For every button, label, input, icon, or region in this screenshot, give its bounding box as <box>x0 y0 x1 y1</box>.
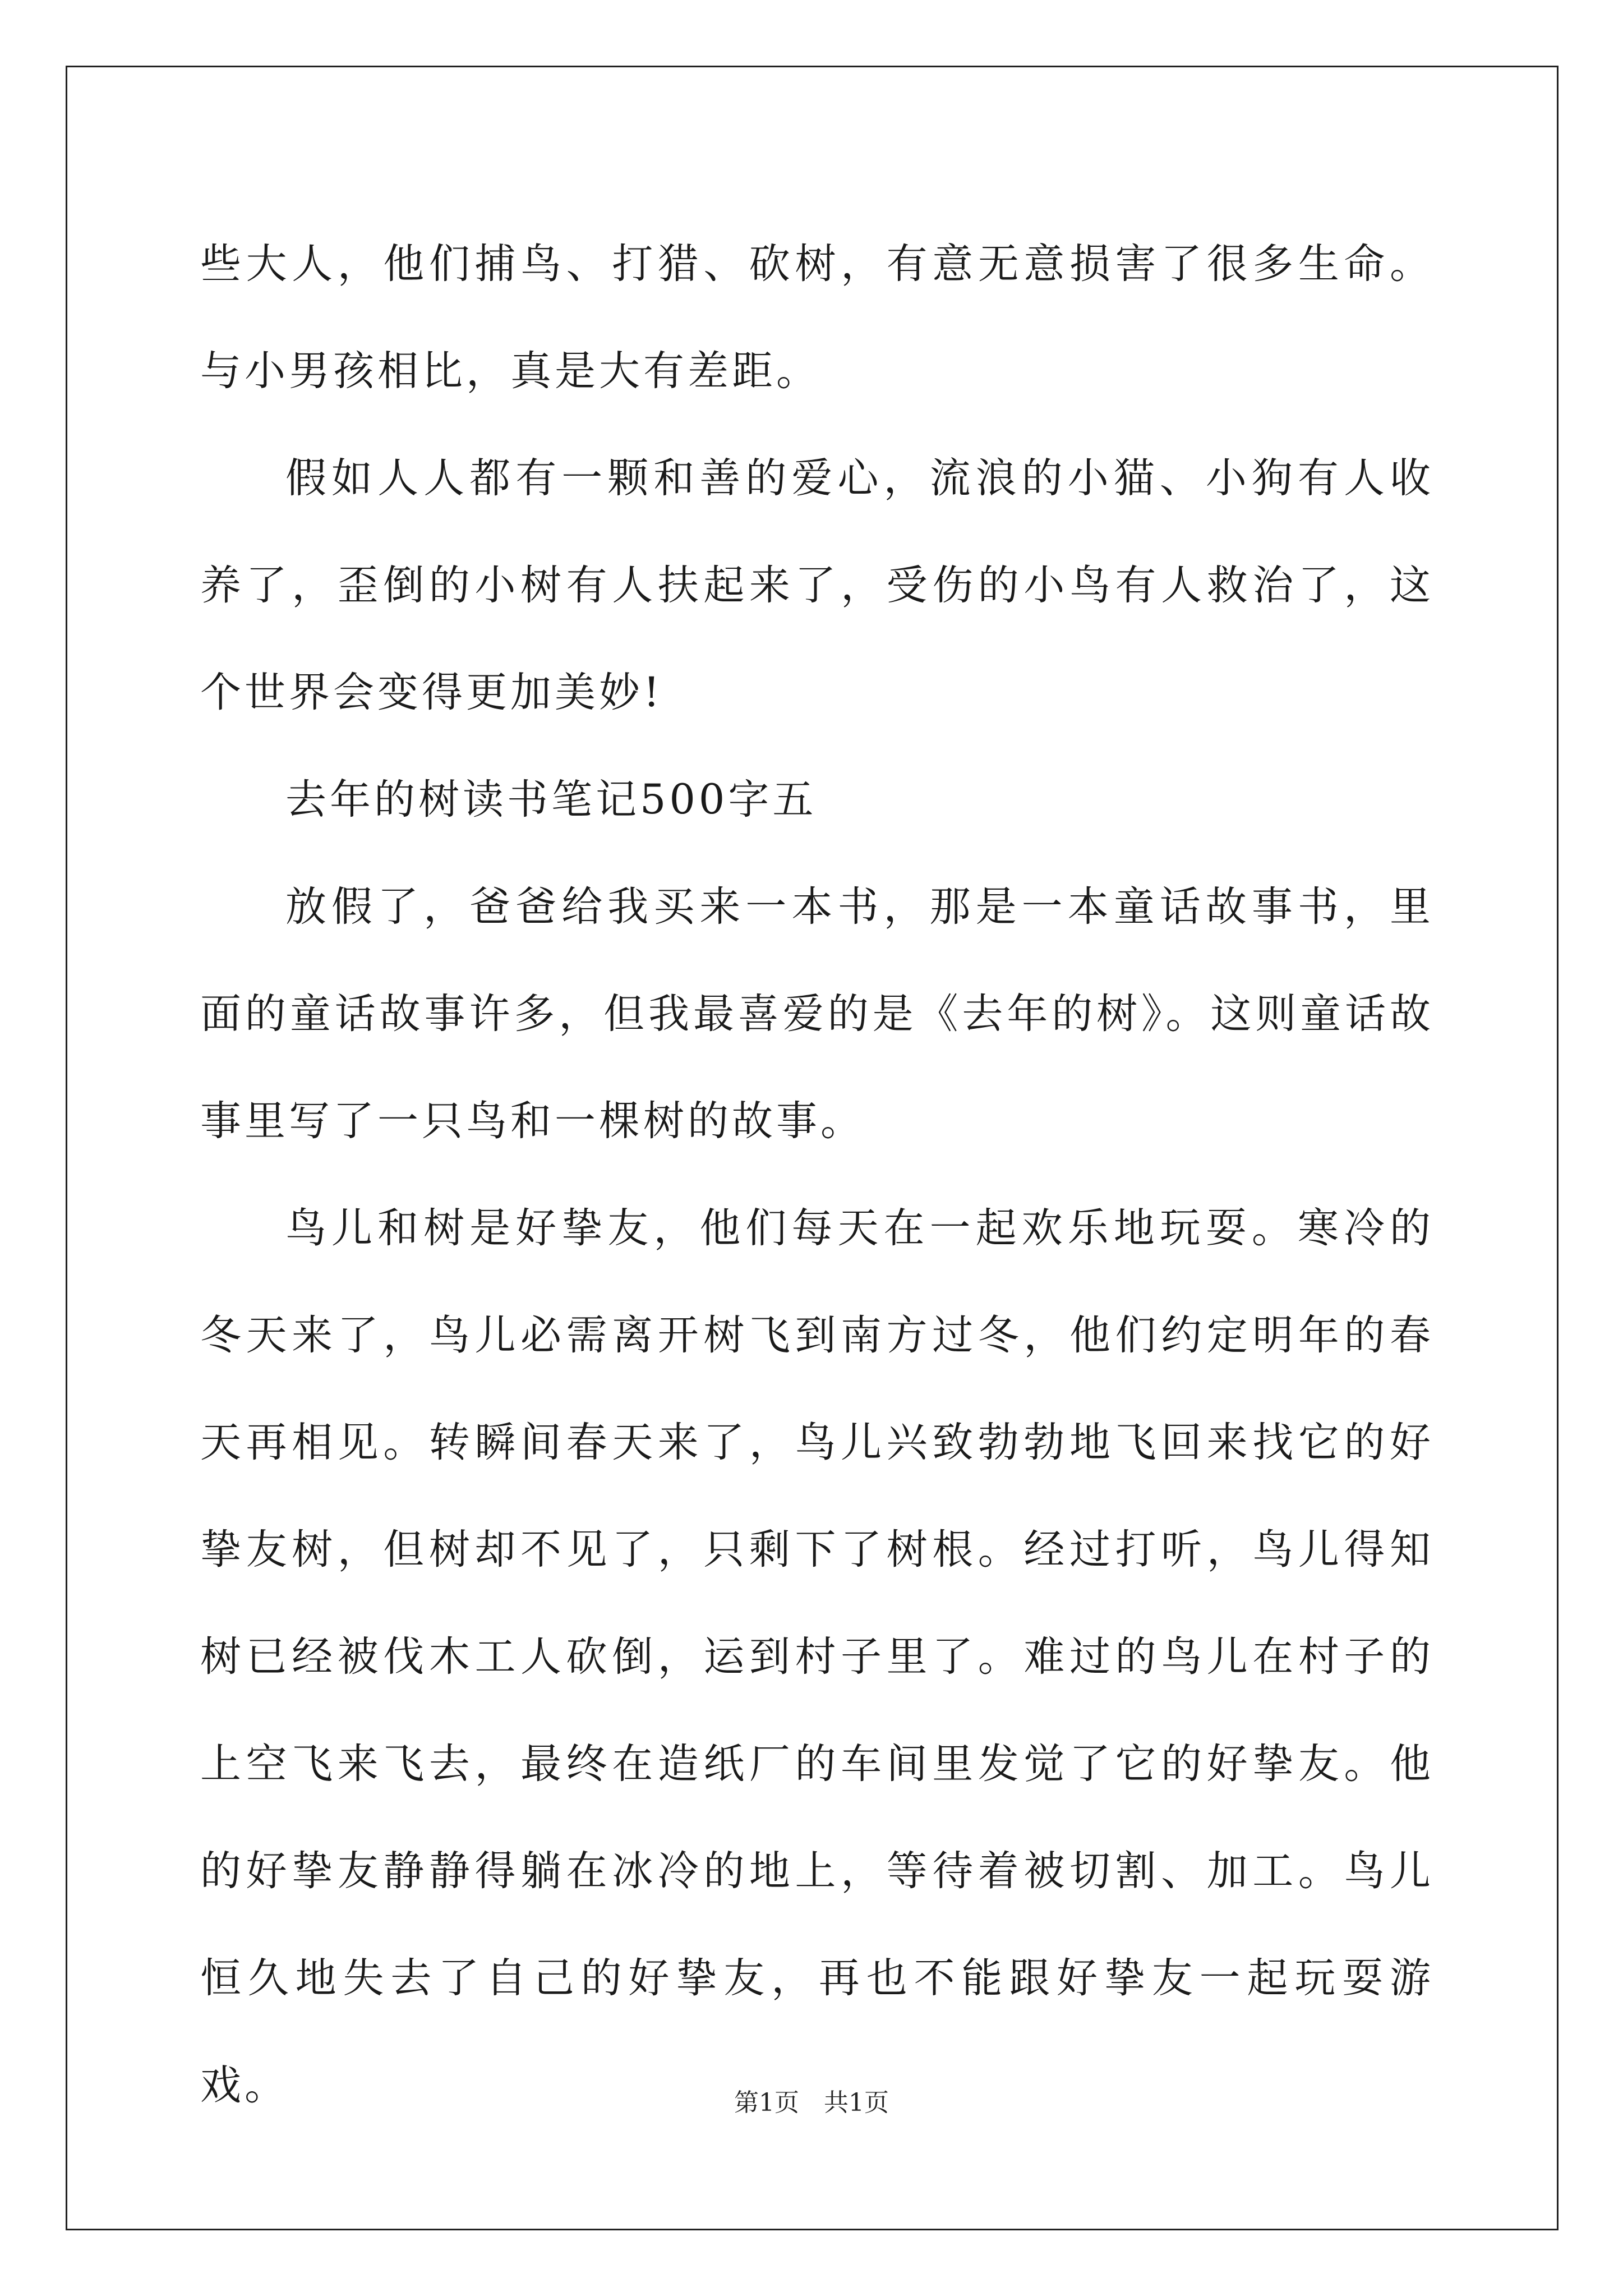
page-number: 第1页 <box>734 2088 799 2117</box>
paragraph-2: 假如人人都有一颗和善的爱心，流浪的小猫、小狗有人收养了，歪倒的小树有人扶起来了，受伤的小鸟有人救治了，这个世界会变得更加美妙! <box>200 454 1434 716</box>
document-body <box>200 210 1434 2139</box>
page-footer <box>0 2082 1623 2118</box>
section-title: 去年的树读书笔记500字五 <box>285 776 817 823</box>
page-total: 共1页 <box>824 2088 889 2117</box>
paragraph-1: 些大人，他们捕鸟、打猎、砍树，有意无意损害了很多生命。与小男孩相比，真是大有差距。 <box>200 240 1434 395</box>
paragraph-4: 鸟儿和树是好挚友，他们每天在一起欢乐地玩耍。寒冷的冬天来了，鸟儿必需离开树飞到南方过冬，他们约定明年的春天再相见。转瞬间春天来了，鸟儿兴致勃勃地飞回来找它的好挚友树，但树却不见了，只剩下了树根。经过打听，鸟儿得知树已经被伐木工人砍倒，运到村子里了。难过的鸟儿在村子的上空飞来飞去，最终在造纸厂的车间里发觉了它的好挚友。他的好挚友静静得躺在冰冷的地上，等待着被切割、加工。鸟儿恒久地失去了自己的好挚友，再也不能跟好挚友一起玩耍游戏。 <box>200 1204 1434 2109</box>
paragraph-3: 放假了，爸爸给我买来一本书，那是一本童话故事书，里面的童话故事许多，但我最喜爱的是《去年的树》。这则童话故事里写了一只鸟和一棵树的故事。 <box>200 883 1434 1145</box>
